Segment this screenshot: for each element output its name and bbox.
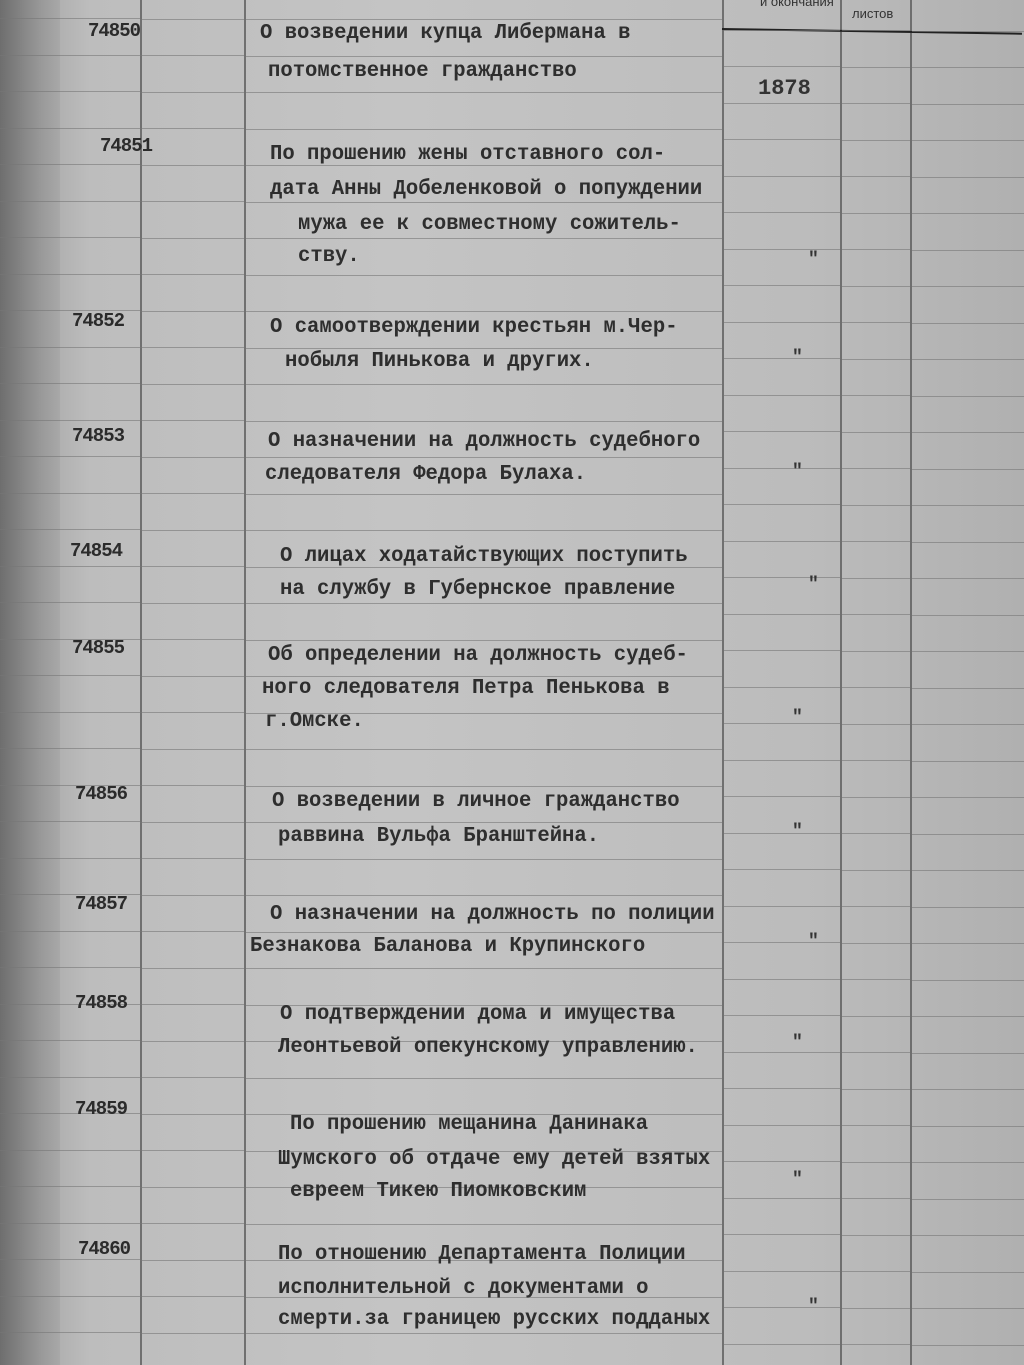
ditto-mark: " (792, 1170, 803, 1190)
book-spine (0, 0, 60, 1365)
ruled-line (140, 1114, 244, 1115)
ruled-line (842, 1125, 910, 1126)
ruled-line (0, 164, 140, 165)
ruled-line (724, 103, 840, 104)
entry-title-line: По прошению мещанина Данинака (290, 1113, 649, 1136)
ruled-line (724, 1198, 840, 1199)
ruled-line (724, 869, 840, 870)
ruled-line (246, 530, 722, 531)
entry-title-line: смерти.за границею русских подданых (278, 1308, 711, 1331)
ruled-line (912, 542, 1024, 543)
ruled-line (912, 980, 1024, 981)
entry-date: 1878 (758, 76, 811, 101)
ditto-mark: " (792, 462, 803, 482)
ruled-line (246, 895, 722, 896)
ruled-line (912, 1235, 1024, 1236)
ruled-line (140, 639, 244, 640)
entry-title-line: О возведении в личное гражданство (272, 790, 680, 813)
ruled-line (842, 797, 910, 798)
ruled-line (724, 687, 840, 688)
entry-title-line: О назначении на должность по полиции (270, 903, 715, 926)
ruled-line (140, 55, 244, 56)
ruled-line (724, 358, 840, 359)
ruled-line (724, 1161, 840, 1162)
ruled-line (842, 1089, 910, 1090)
ruled-line (842, 1052, 910, 1053)
ruled-line (0, 967, 140, 968)
ruled-line (912, 1199, 1024, 1200)
entry-title-line: мужа ее к совместному сожитель- (298, 213, 681, 236)
ruled-line (842, 724, 910, 725)
ruled-line (140, 384, 244, 385)
ruled-line (246, 348, 722, 349)
ruled-line (842, 979, 910, 980)
entry-title-line: По прошению жены отставного сол- (270, 143, 666, 166)
ruled-line (724, 1234, 840, 1235)
ruled-line (912, 432, 1024, 433)
ruled-line (140, 785, 244, 786)
ruled-line (140, 165, 244, 166)
ruled-line (140, 347, 244, 348)
ruled-line (140, 1077, 244, 1078)
ruled-line (246, 640, 722, 641)
ruled-line (912, 1126, 1024, 1127)
ruled-line (246, 421, 722, 422)
ruled-line (140, 238, 244, 239)
ruled-line (246, 749, 722, 750)
ruled-line (724, 1015, 840, 1016)
ruled-line (724, 1344, 840, 1345)
ruled-line (140, 931, 244, 932)
ruled-line (724, 906, 840, 907)
ruled-line (0, 55, 140, 56)
ruled-line (842, 249, 910, 250)
entry-number: 74854 (70, 540, 123, 562)
ditto-mark: " (792, 708, 803, 728)
ruled-line (842, 67, 910, 68)
entry-title-line: г.Омске. (265, 710, 364, 733)
ruled-line (0, 91, 140, 92)
ruled-line (724, 541, 840, 542)
ditto-mark: " (808, 932, 819, 952)
ruled-line (140, 19, 244, 20)
ruled-line (140, 128, 244, 129)
ruled-line (912, 797, 1024, 798)
ditto-mark: " (808, 250, 819, 270)
ruled-line (842, 1235, 910, 1236)
ruled-line (724, 796, 840, 797)
entry-title-line: раввина Вульфа Бранштейна. (278, 825, 600, 848)
ruled-line (912, 250, 1024, 251)
ruled-line (724, 395, 840, 396)
ruled-line (246, 311, 722, 312)
ruled-line (912, 177, 1024, 178)
entry-title-line: следователя Федора Булаха. (265, 463, 587, 486)
ruled-line (140, 749, 244, 750)
ruled-line (842, 760, 910, 761)
ruled-line (724, 285, 840, 286)
entry-title-line: Шумского об отдаче ему детей взятых (278, 1148, 711, 1171)
ruled-line (140, 1296, 244, 1297)
ruled-line (724, 139, 840, 140)
ruled-line (912, 1016, 1024, 1017)
ruled-line (724, 833, 840, 834)
ruled-line (140, 493, 244, 494)
ruled-line (842, 1344, 910, 1345)
ruled-line (724, 760, 840, 761)
ruled-line (724, 1052, 840, 1053)
ruled-line (842, 614, 910, 615)
ruled-line (0, 1040, 140, 1041)
ruled-line (842, 541, 910, 542)
entry-title-line: О подтверждении дома и имущества (280, 1003, 676, 1026)
ruled-line (912, 1053, 1024, 1054)
ruled-line (140, 822, 244, 823)
ruled-line (0, 1223, 140, 1224)
entry-title-line: Об определении на должность судеб- (268, 644, 688, 667)
entry-number: 74851 (100, 135, 153, 157)
ruled-line (0, 712, 140, 713)
ruled-line (140, 1187, 244, 1188)
ruled-line (842, 870, 910, 871)
ruled-line (912, 1345, 1024, 1346)
ditto-mark: " (792, 348, 803, 368)
ruled-line (912, 140, 1024, 141)
ruled-line (246, 56, 722, 57)
ruled-line (140, 968, 244, 969)
ruled-line (140, 858, 244, 859)
ruled-line (912, 943, 1024, 944)
ruled-line (724, 614, 840, 615)
ruled-line (842, 286, 910, 287)
entry-number: 74860 (78, 1238, 131, 1260)
ruled-line (724, 431, 840, 432)
ruled-line (140, 1260, 244, 1261)
entry-title-line: ного следователя Петра Пенькова в (262, 677, 670, 700)
ruled-line (842, 176, 910, 177)
entry-title-line: евреем Тикею Пиомковским (290, 1180, 587, 1203)
ruled-line (724, 468, 840, 469)
ruled-line (140, 603, 244, 604)
ruled-line (842, 943, 910, 944)
ruled-line (140, 92, 244, 93)
ruled-line (912, 578, 1024, 579)
ruled-line (842, 140, 910, 141)
ruled-line (0, 383, 140, 384)
ruled-line (912, 724, 1024, 725)
ruled-line (842, 103, 910, 104)
ruled-line (0, 821, 140, 822)
ruled-line (724, 249, 840, 250)
ruled-line (140, 566, 244, 567)
column-divider (140, 0, 142, 1365)
entry-number: 74856 (75, 783, 128, 805)
ruled-line (912, 615, 1024, 616)
ruled-line (842, 213, 910, 214)
ruled-line (912, 651, 1024, 652)
entry-title-line: Безнакова Баланова и Крупинского (250, 935, 646, 958)
ruled-line (0, 1150, 140, 1151)
ruled-line (246, 129, 722, 130)
entry-title-line: дата Анны Добеленковой о попуждении (270, 178, 703, 201)
ruled-line (0, 931, 140, 932)
ruled-line (0, 18, 140, 19)
ruled-line (246, 275, 722, 276)
entry-number: 74857 (75, 893, 128, 915)
entry-number: 74850 (88, 20, 141, 42)
ruled-line (724, 577, 840, 578)
entry-number: 74858 (75, 992, 128, 1014)
ruled-line (912, 1308, 1024, 1309)
ruled-line (246, 494, 722, 495)
entry-number: 74855 (72, 637, 125, 659)
ruled-line (912, 359, 1024, 360)
ruled-line (912, 761, 1024, 762)
entry-title-line: нобыля Пинькова и других. (285, 350, 594, 373)
ruled-line (842, 322, 910, 323)
ruled-line (912, 688, 1024, 689)
entry-title-line: Леонтьевой опекунскому управлению. (278, 1036, 698, 1059)
ruled-line (724, 30, 840, 31)
ruled-line (246, 603, 722, 604)
ruled-line (140, 1150, 244, 1151)
ruled-line (246, 1224, 722, 1225)
ruled-line (912, 396, 1024, 397)
entry-number: 74859 (75, 1098, 128, 1120)
ditto-mark: " (792, 1033, 803, 1053)
column-divider (244, 0, 246, 1365)
ruled-line (246, 92, 722, 93)
ruled-line (140, 530, 244, 531)
entry-title-line: ству. (298, 245, 360, 268)
ruled-line (0, 237, 140, 238)
ruled-line (724, 1271, 840, 1272)
entry-number: 74852 (72, 310, 125, 332)
ruled-line (842, 906, 910, 907)
ruled-line (912, 31, 1024, 32)
ruled-line (0, 274, 140, 275)
ruled-line (912, 505, 1024, 506)
entry-title-line: О лицах ходатайствующих поступить (280, 545, 688, 568)
ruled-line (842, 30, 910, 31)
ruled-line (724, 723, 840, 724)
ruled-line (246, 859, 722, 860)
ruled-line (842, 833, 910, 834)
ruled-line (842, 395, 910, 396)
ruled-line (246, 822, 722, 823)
ruled-line (912, 1089, 1024, 1090)
date-column-header: и окончания (760, 0, 834, 9)
ruled-line (912, 67, 1024, 68)
ruled-line (912, 323, 1024, 324)
ruled-line (140, 274, 244, 275)
ruled-line (246, 1078, 722, 1079)
ruled-line (724, 1088, 840, 1089)
column-divider (840, 0, 842, 1365)
ruled-line (0, 748, 140, 749)
ruled-line (246, 457, 722, 458)
ditto-mark: " (808, 575, 819, 595)
ruled-line (0, 1332, 140, 1333)
ruled-line (0, 858, 140, 859)
ruled-line (842, 359, 910, 360)
ruled-line (0, 566, 140, 567)
ditto-mark: " (792, 822, 803, 842)
ruled-line (724, 322, 840, 323)
ruled-line (0, 201, 140, 202)
ruled-line (246, 19, 722, 20)
ruled-line (246, 1333, 722, 1334)
ruled-line (246, 202, 722, 203)
ruled-line (0, 602, 140, 603)
ruled-line (0, 529, 140, 530)
ruled-line (140, 1223, 244, 1224)
ruled-line (724, 212, 840, 213)
ruled-line (842, 687, 910, 688)
ruled-line (0, 128, 140, 129)
ruled-line (842, 432, 910, 433)
ruled-line (140, 895, 244, 896)
ruled-line (724, 942, 840, 943)
entry-title-line: По отношению Департамента Полиции (278, 1243, 686, 1266)
ruled-line (246, 384, 722, 385)
ruled-line (724, 1125, 840, 1126)
ruled-line (0, 1186, 140, 1187)
ruled-line (724, 650, 840, 651)
entry-title-line: О возведении купца Либермана в (260, 22, 631, 45)
entry-title-line: исполнительной с документами о (278, 1277, 649, 1300)
entry-title-line: потомственное гражданство (268, 60, 577, 83)
ruled-line (246, 786, 722, 787)
ruled-line (912, 469, 1024, 470)
ruled-line (912, 834, 1024, 835)
ruled-line (0, 420, 140, 421)
ruled-line (724, 979, 840, 980)
ruled-line (842, 505, 910, 506)
ruled-line (842, 1162, 910, 1163)
ruled-line (140, 712, 244, 713)
ruled-line (140, 1004, 244, 1005)
ruled-line (140, 420, 244, 421)
ruled-line (912, 1162, 1024, 1163)
ruled-line (140, 201, 244, 202)
ruled-line (912, 870, 1024, 871)
ruled-line (724, 176, 840, 177)
sheets-column-header: листов (852, 6, 894, 21)
ruled-line (842, 468, 910, 469)
ruled-line (842, 578, 910, 579)
ruled-line (140, 311, 244, 312)
ruled-line (912, 1272, 1024, 1273)
ruled-line (0, 456, 140, 457)
ruled-line (140, 457, 244, 458)
ditto-mark: " (808, 1297, 819, 1317)
ruled-line (842, 1271, 910, 1272)
entry-title-line: на службу в Губернское правление (280, 578, 676, 601)
ruled-line (0, 675, 140, 676)
entry-title-line: О назначении на должность судебного (268, 430, 701, 453)
ruled-line (246, 932, 722, 933)
ruled-line (842, 1308, 910, 1309)
ruled-line (140, 676, 244, 677)
ruled-line (0, 1296, 140, 1297)
ruled-line (912, 213, 1024, 214)
ruled-line (140, 1333, 244, 1334)
ruled-line (246, 238, 722, 239)
column-divider (910, 0, 912, 1365)
ruled-line (140, 1041, 244, 1042)
entry-number: 74853 (72, 425, 125, 447)
ruled-line (724, 66, 840, 67)
ruled-line (246, 968, 722, 969)
ruled-line (912, 104, 1024, 105)
ruled-line (842, 1198, 910, 1199)
ruled-line (912, 286, 1024, 287)
entry-title-line: О самоотверждении крестьян м.Чер- (270, 316, 678, 339)
ruled-line (912, 907, 1024, 908)
ruled-line (842, 1016, 910, 1017)
ruled-line (0, 493, 140, 494)
ruled-line (842, 651, 910, 652)
ruled-line (724, 504, 840, 505)
ruled-line (0, 347, 140, 348)
ruled-line (0, 1077, 140, 1078)
ruled-line (724, 1307, 840, 1308)
